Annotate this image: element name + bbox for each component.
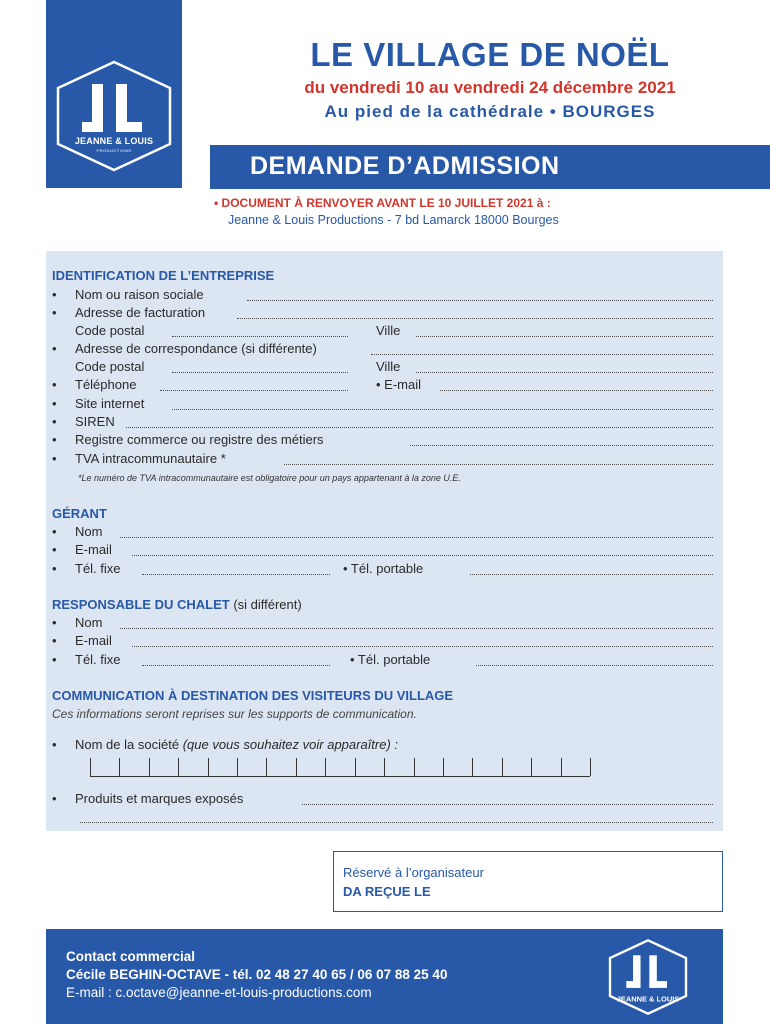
company-name-label: Nom ou raison sociale xyxy=(75,287,204,302)
comb-divider xyxy=(561,758,562,776)
products-label: Produits et marques exposés xyxy=(75,791,244,806)
products-field[interactable] xyxy=(302,804,713,805)
manager-mobile-label: • Tél. portable xyxy=(343,561,424,576)
correspondence-city-field[interactable] xyxy=(416,372,713,373)
manager-name-label: Nom xyxy=(75,524,103,539)
manager-landline-field[interactable] xyxy=(142,574,330,575)
section-title-manager: GÉRANT xyxy=(52,506,107,521)
bullet: • xyxy=(52,652,57,667)
footer-logo-name: JEANNE & LOUIS xyxy=(616,994,680,1004)
phone-label: Téléphone xyxy=(75,377,137,392)
logo-sub: PRODUCTIONS xyxy=(96,148,132,153)
chalet-name-label: Nom xyxy=(75,615,103,630)
company-display-name-comb-field[interactable] xyxy=(90,757,590,777)
event-dates: du vendredi 10 au vendredi 24 décembre 2021 xyxy=(304,78,676,97)
registry-field[interactable] xyxy=(410,445,713,446)
comb-divider xyxy=(472,758,473,776)
chalet-landline-field[interactable] xyxy=(142,665,330,666)
siren-field[interactable] xyxy=(126,427,713,428)
reserved-label: Réservé à l’organisateur xyxy=(343,865,484,880)
contact-person: Cécile BEGHIN-OCTAVE - tél. 02 48 27 40 65 / 06 07 88 25 40 xyxy=(66,967,448,982)
contact-email: E-mail : c.octave@jeanne-et-louis-productions.com xyxy=(66,985,372,1000)
company-display-hint: (que vous souhaitez voir apparaître) : xyxy=(182,737,399,752)
return-address: Jeanne & Louis Productions - 7 bd Lamarck 18000 Bourges xyxy=(228,213,559,227)
comb-divider xyxy=(296,758,297,776)
correspondence-address-field[interactable] xyxy=(371,354,713,355)
bullet: • xyxy=(52,432,57,447)
chalet-mobile-field[interactable] xyxy=(476,665,713,666)
admission-title: DEMANDE D’ADMISSION xyxy=(250,152,560,180)
bullet: • xyxy=(52,414,57,429)
website-field[interactable] xyxy=(172,409,713,410)
comb-divider xyxy=(208,758,209,776)
correspondence-postal-label: Code postal xyxy=(75,359,145,374)
section-title-identification: IDENTIFICATION DE L’ENTREPRISE xyxy=(52,268,275,283)
comb-divider xyxy=(266,758,267,776)
comb-divider xyxy=(502,758,503,776)
contact-title: Contact commercial xyxy=(66,949,196,964)
admission-banner xyxy=(210,145,770,189)
bullet: • xyxy=(52,615,57,630)
comb-divider xyxy=(414,758,415,776)
email-field[interactable] xyxy=(440,390,713,391)
bullet: • xyxy=(52,396,57,411)
vat-field[interactable] xyxy=(284,464,713,465)
deadline-notice: • DOCUMENT À RENVOYER AVANT LE 10 JUILLET 2021 à : xyxy=(214,196,551,210)
bullet: • xyxy=(52,377,57,392)
comb-divider xyxy=(355,758,356,776)
comb-divider xyxy=(531,758,532,776)
siren-label: SIREN xyxy=(75,414,115,429)
comb-divider xyxy=(443,758,444,776)
billing-city-label: Ville xyxy=(376,323,401,338)
manager-mobile-field[interactable] xyxy=(470,574,713,575)
correspondence-postal-field[interactable] xyxy=(172,372,348,373)
comb-divider xyxy=(178,758,179,776)
phone-field[interactable] xyxy=(160,390,348,391)
company-display-label-text: Nom de la société xyxy=(75,737,180,752)
logo-panel xyxy=(46,0,182,188)
products-field-line-2[interactable] xyxy=(80,822,713,823)
bullet: • xyxy=(52,341,57,356)
chalet-name-field[interactable] xyxy=(120,628,713,629)
manager-landline-label: Tél. fixe xyxy=(75,561,121,576)
chalet-email-field[interactable] xyxy=(132,646,713,647)
comb-divider xyxy=(384,758,385,776)
vat-note: *Le numéro de TVA intracommunautaire est obligatoire pour un pays appartenant à la zone U.E. xyxy=(78,473,461,483)
bullet: • xyxy=(52,524,57,539)
billing-postal-field[interactable] xyxy=(172,336,348,337)
comb-divider xyxy=(119,758,120,776)
comb-divider xyxy=(90,758,91,776)
bullet: • xyxy=(52,561,57,576)
bullet: • xyxy=(52,737,57,752)
logo-name: JEANNE & LOUIS xyxy=(74,136,154,146)
manager-name-field[interactable] xyxy=(120,537,713,538)
hexagon-logo-icon xyxy=(606,939,690,1015)
vat-label: TVA intracommunautaire * xyxy=(75,451,226,466)
section-title-chalet xyxy=(52,597,302,612)
organizer-reserved-box xyxy=(333,851,723,912)
billing-address-field[interactable] xyxy=(237,318,713,319)
manager-email-field[interactable] xyxy=(132,555,713,556)
bullet: • xyxy=(52,633,57,648)
correspondence-address-label: Adresse de correspondance (si différente) xyxy=(75,341,317,356)
chalet-title-extra: (si différent) xyxy=(233,597,302,612)
communication-subtitle: Ces informations seront reprises sur les supports de communication. xyxy=(52,707,417,721)
bullet: • xyxy=(52,542,57,557)
contact-footer xyxy=(46,929,723,1024)
chalet-email-label: E-mail xyxy=(75,633,112,648)
chalet-title-main: RESPONSABLE DU CHALET xyxy=(52,597,230,612)
email-label: • E-mail xyxy=(376,377,421,392)
manager-email-label: E-mail xyxy=(75,542,112,557)
comb-divider xyxy=(149,758,150,776)
correspondence-city-label: Ville xyxy=(376,359,401,374)
chalet-mobile-label: • Tél. portable xyxy=(350,652,431,667)
hexagon-logo-icon xyxy=(54,60,174,172)
section-title-communication: COMMUNICATION À DESTINATION DES VISITEURS DU VILLAGE xyxy=(52,688,454,703)
billing-city-field[interactable] xyxy=(416,336,713,337)
registry-label: Registre commerce ou registre des métiers xyxy=(75,432,324,447)
comb-divider xyxy=(325,758,326,776)
reserved-received-label: DA REÇUE LE xyxy=(343,884,431,899)
comb-divider xyxy=(590,758,591,776)
billing-postal-label: Code postal xyxy=(75,323,145,338)
website-label: Site internet xyxy=(75,396,145,411)
bullet: • xyxy=(52,305,57,320)
page-title: LE VILLAGE DE NOËL xyxy=(310,36,670,73)
company-display-label xyxy=(75,737,398,752)
event-place: Au pied de la cathédrale • BOURGES xyxy=(324,102,656,121)
bullet: • xyxy=(52,287,57,302)
comb-divider xyxy=(237,758,238,776)
billing-address-label: Adresse de facturation xyxy=(75,305,206,320)
bullet: • xyxy=(52,791,57,806)
bullet: • xyxy=(52,451,57,466)
company-name-field[interactable] xyxy=(247,300,713,301)
chalet-landline-label: Tél. fixe xyxy=(75,652,121,667)
